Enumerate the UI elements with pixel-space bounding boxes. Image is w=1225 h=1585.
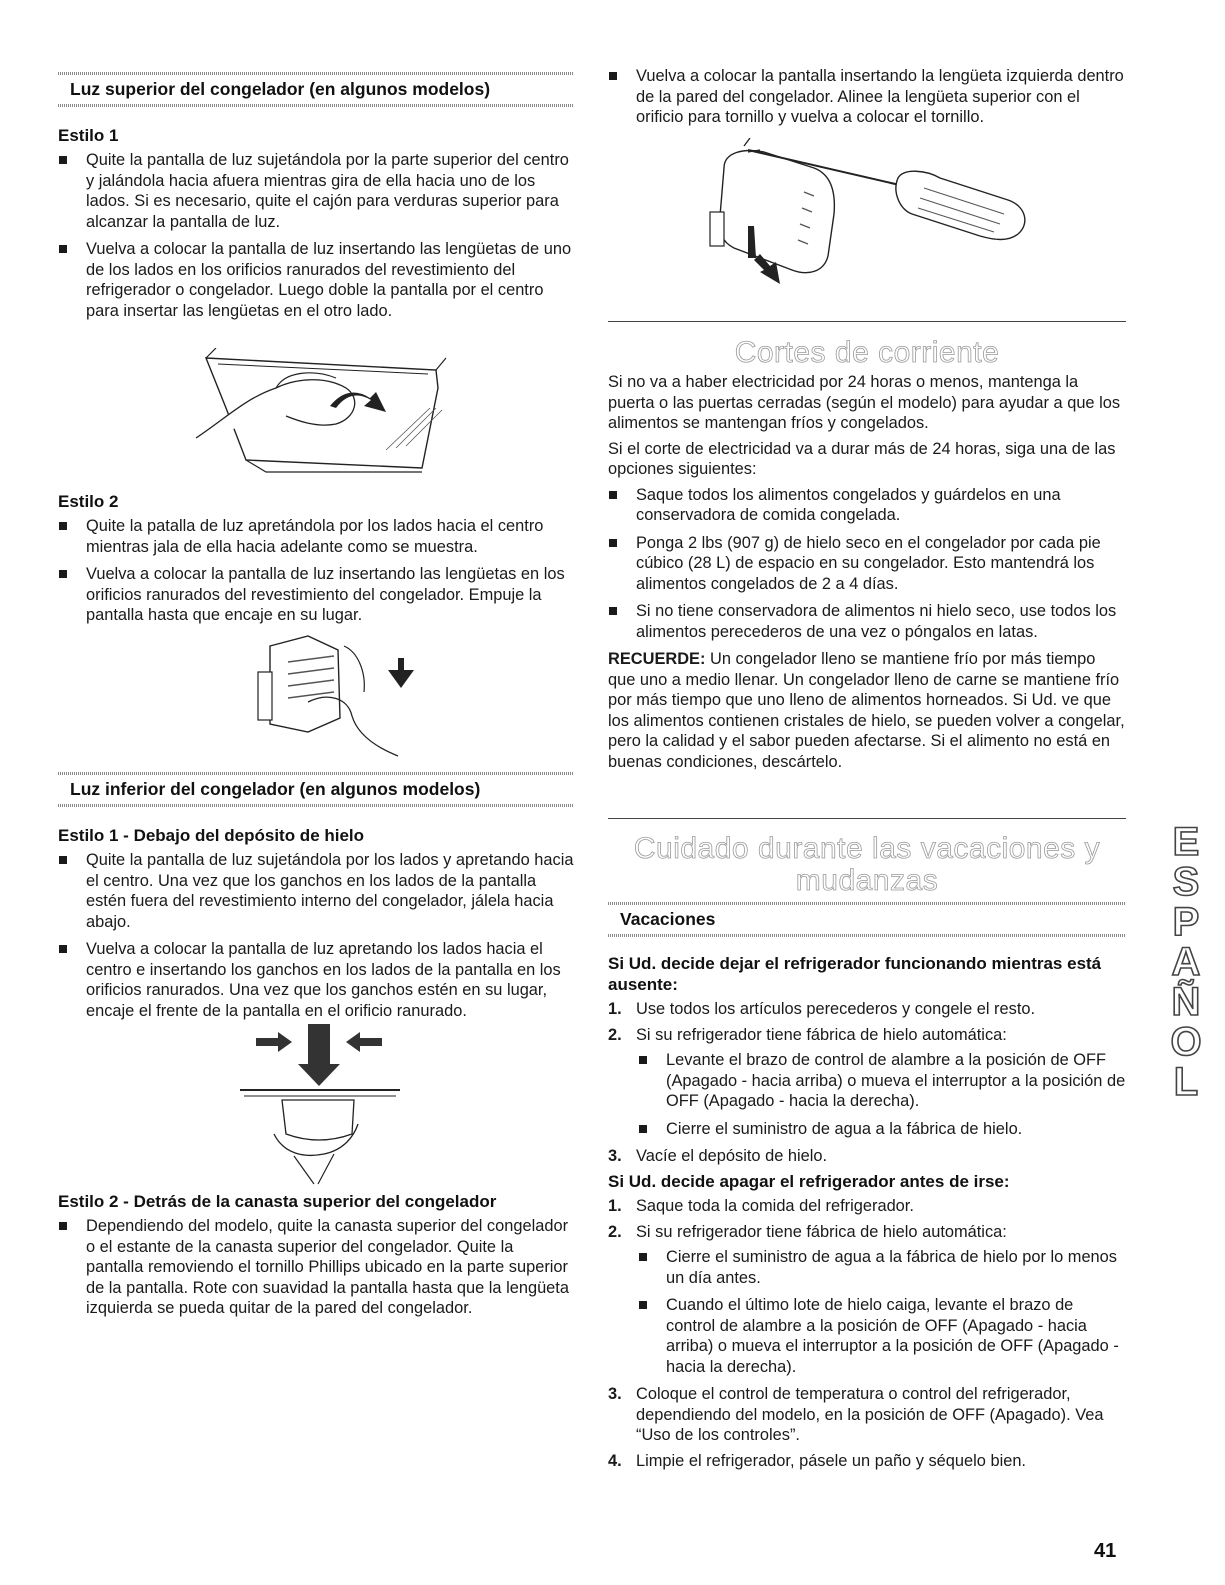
page-number: 41 — [1094, 1540, 1117, 1562]
light-shield-removal-illustration — [186, 348, 506, 476]
vacation-section-header — [608, 902, 1126, 937]
top-light-style2-list — [58, 516, 574, 633]
power-outage-paragraph: Si no va a haber electricidad por 24 horas o menos, mantenga la puerta o las puertas cerradas (según el modelo) para ayudar a que los alimentos se mantengan fríos y congelados. — [608, 373, 1121, 432]
step-text: Limpie el refrigerador, pásele un paño y séquelo bien. — [636, 1451, 1026, 1470]
running-title: Si Ud. decide dejar el refrigerador funcionando mientras está ausente: — [608, 954, 1102, 994]
list-item: Dependiendo del modelo, quite la canasta superior del congelador o el estante de la canasta superior del congelador. Quite la pantalla removiendo el tornillo Phillips ubicado en la parte superior de la pantalla. Rote con suavidad la pantalla hasta que la lengüeta izquierda se pueda quitar de la pared del congelador. — [58, 1216, 574, 1319]
remember-note — [608, 649, 1126, 772]
list-item: Cierre el suministro de agua a la fábrica de hielo. — [638, 1119, 1126, 1140]
list-item — [608, 1222, 1126, 1243]
light-shield-squeeze-illustration — [248, 632, 448, 758]
list-item — [608, 1025, 1126, 1046]
step-text: Vacíe el depósito de hielo. — [636, 1147, 828, 1165]
list-item: Vuelva a colocar la pantalla de luz insertando las lengüetas en los orificios ranurados del revestimiento del congelador. Empuje la pantalla hasta que encaje en su lugar. — [58, 564, 574, 626]
list-item — [608, 1384, 1126, 1446]
list-item: Quite la pantalla de luz sujetándola por la parte superior del centro y jalándola hacia afuera mientras gira de ella hacia uno de los lados. Si es necesario, quite el cajón para verduras superior para alcanzar la pantalla de luz. — [58, 150, 574, 232]
step-number: 3. — [608, 1385, 622, 1403]
list-item — [608, 1196, 1126, 1217]
language-side-tab: ESPAÑOL — [1164, 820, 1208, 1100]
top-light-style1-list — [58, 150, 574, 328]
step-number: 2. — [608, 1025, 622, 1044]
section-divider — [608, 321, 1126, 322]
list-item: Si no tiene conservadora de alimentos ni hielo seco, use todos los alimentos perecederos de una vez o póngalos en latas. — [608, 601, 1126, 642]
step-number: 3. — [608, 1147, 622, 1165]
off-title: Si Ud. decide apagar el refrigerador antes de irse: — [608, 1171, 1010, 1191]
vacation-moving-title-line1: Cuidado durante las vacaciones y — [633, 832, 1101, 865]
remember-label: RECUERDE: — [608, 650, 706, 668]
list-item: Cuando el último lote de hielo caiga, levante el brazo de control de alambre a la posición de OFF (Apagado - hacia arriba) o mueva el interruptor a la posición de OFF (Apagado - hacia la derecha). — [638, 1295, 1126, 1377]
bottom-light-style2-list — [58, 1216, 574, 1326]
bottom-light-squeeze-illustration — [234, 1024, 404, 1186]
vacation-heading: Vacaciones — [620, 909, 716, 929]
step-text: Si su refrigerador tiene fábrica de hielo automática: — [636, 1222, 1007, 1241]
list-item: Vuelva a colocar la pantalla de luz insertando las lengüetas de uno de los lados en los orificios ranurados del revestimiento del refrigerador o congelador. Luego doble la pantalla por el centro para insertar las lengüetas en el otro lado. — [58, 239, 574, 321]
step-text: Coloque el control de temperatura o control del refrigerador, dependiendo del modelo, en la posición de OFF (Apagado). Vea “Uso de los controles”. — [636, 1385, 1104, 1444]
top-light-style2-title: Estilo 2 — [58, 492, 119, 511]
step-number: 2. — [608, 1222, 622, 1241]
bottom-light-style2-title: Estilo 2 - Detrás de la canasta superior del congelador — [58, 1192, 497, 1211]
top-light-section-header — [58, 72, 574, 107]
bottom-light-heading: Luz inferior del congelador (en algunos modelos) — [70, 779, 481, 799]
step-text: Use todos los artículos perecederos y congele el resto. — [636, 1000, 1036, 1018]
running-sub-list — [608, 1050, 1126, 1139]
step-number: 1. — [608, 1000, 622, 1018]
screw-reinstall-list — [608, 66, 1126, 135]
list-item: Levante el brazo de control de alambre a la posición de OFF (Apagado - hacia arriba) o mueva el interruptor a la posición de OFF (Apagado - hacia la derecha). — [638, 1050, 1126, 1112]
list-item — [608, 1451, 1126, 1472]
top-light-heading: Luz superior del congelador (en algunos modelos) — [70, 79, 491, 99]
list-item — [608, 1146, 1126, 1167]
step-number: 4. — [608, 1451, 622, 1470]
bottom-light-section-header — [58, 772, 574, 807]
list-item: Quite la pantalla de luz sujetándola por los lados y apretando hacia el centro. Una vez que los ganchos en los lados de la pantalla estén fuera del revestimiento interno del congelador, jálela hacia abajo. — [58, 850, 574, 932]
vacation-moving-title-line2: mudanzas — [795, 864, 939, 897]
list-item: Saque todos los alimentos congelados y guárdelos en una conservadora de comida congelada. — [608, 485, 1126, 526]
screwdriver-shield-illustration — [704, 138, 1034, 298]
step-text: Saque toda la comida del refrigerador. — [636, 1197, 914, 1215]
step-text: Si su refrigerador tiene fábrica de hielo automática: — [636, 1025, 1007, 1044]
list-item: Vuelva a colocar la pantalla de luz apretando los lados hacia el centro e insertando los ganchos en los lados de la pantalla en los orificios ranurados. Una vez que los ganchos estén en su lugar, encaje el frente de la pantalla en el orificio ranurado. — [58, 939, 574, 1021]
list-item: Vuelva a colocar la pantalla insertando la lengüeta izquierda dentro de la pared del congelador. Alinee la lengüeta superior con el orificio para tornillo y vuelva a colocar el tornillo. — [608, 66, 1126, 128]
vacation-body — [608, 954, 1126, 1476]
off-sub-list — [608, 1247, 1126, 1377]
list-item: Cierre el suministro de agua a la fábrica de hielo por lo menos un día antes. — [638, 1247, 1126, 1288]
list-item — [608, 999, 1126, 1020]
top-light-style1-title: Estilo 1 — [58, 126, 119, 145]
power-outage-paragraph: Si el corte de electricidad va a durar más de 24 horas, siga una de las opciones siguientes: — [608, 439, 1116, 478]
section-divider — [608, 818, 1126, 819]
bottom-light-style1-title: Estilo 1 - Debajo del depósito de hielo — [58, 826, 365, 845]
list-item: Quite la patalla de luz apretándola por los lados hacia el centro mientras jala de ella hacia adelante como se muestra. — [58, 516, 574, 557]
power-outage-title: Cortes de corriente — [734, 336, 1000, 369]
remember-text: Un congelador lleno se mantiene frío por más tiempo que uno a medio llenar. Un congelador lleno de carne se mantiene frío por más tiempo que uno lleno de alimentos horneados. Si Ud. ve que los alimentos contienen cristales de hielo, se pueden volver a congelar, pero la calidad y el sabor pueden afectarse. Si el alimento no está en buenas condiciones, descártelo. — [608, 650, 1125, 771]
step-number: 1. — [608, 1197, 622, 1215]
bottom-light-style1-list — [58, 850, 574, 1028]
power-outage-body — [608, 372, 1126, 777]
list-item: Ponga 2 lbs (907 g) de hielo seco en el congelador por cada pie cúbico (28 L) de espacio en su congelador. Esto mantendrá los alimentos congelados de 2 a 4 días. — [608, 533, 1126, 595]
